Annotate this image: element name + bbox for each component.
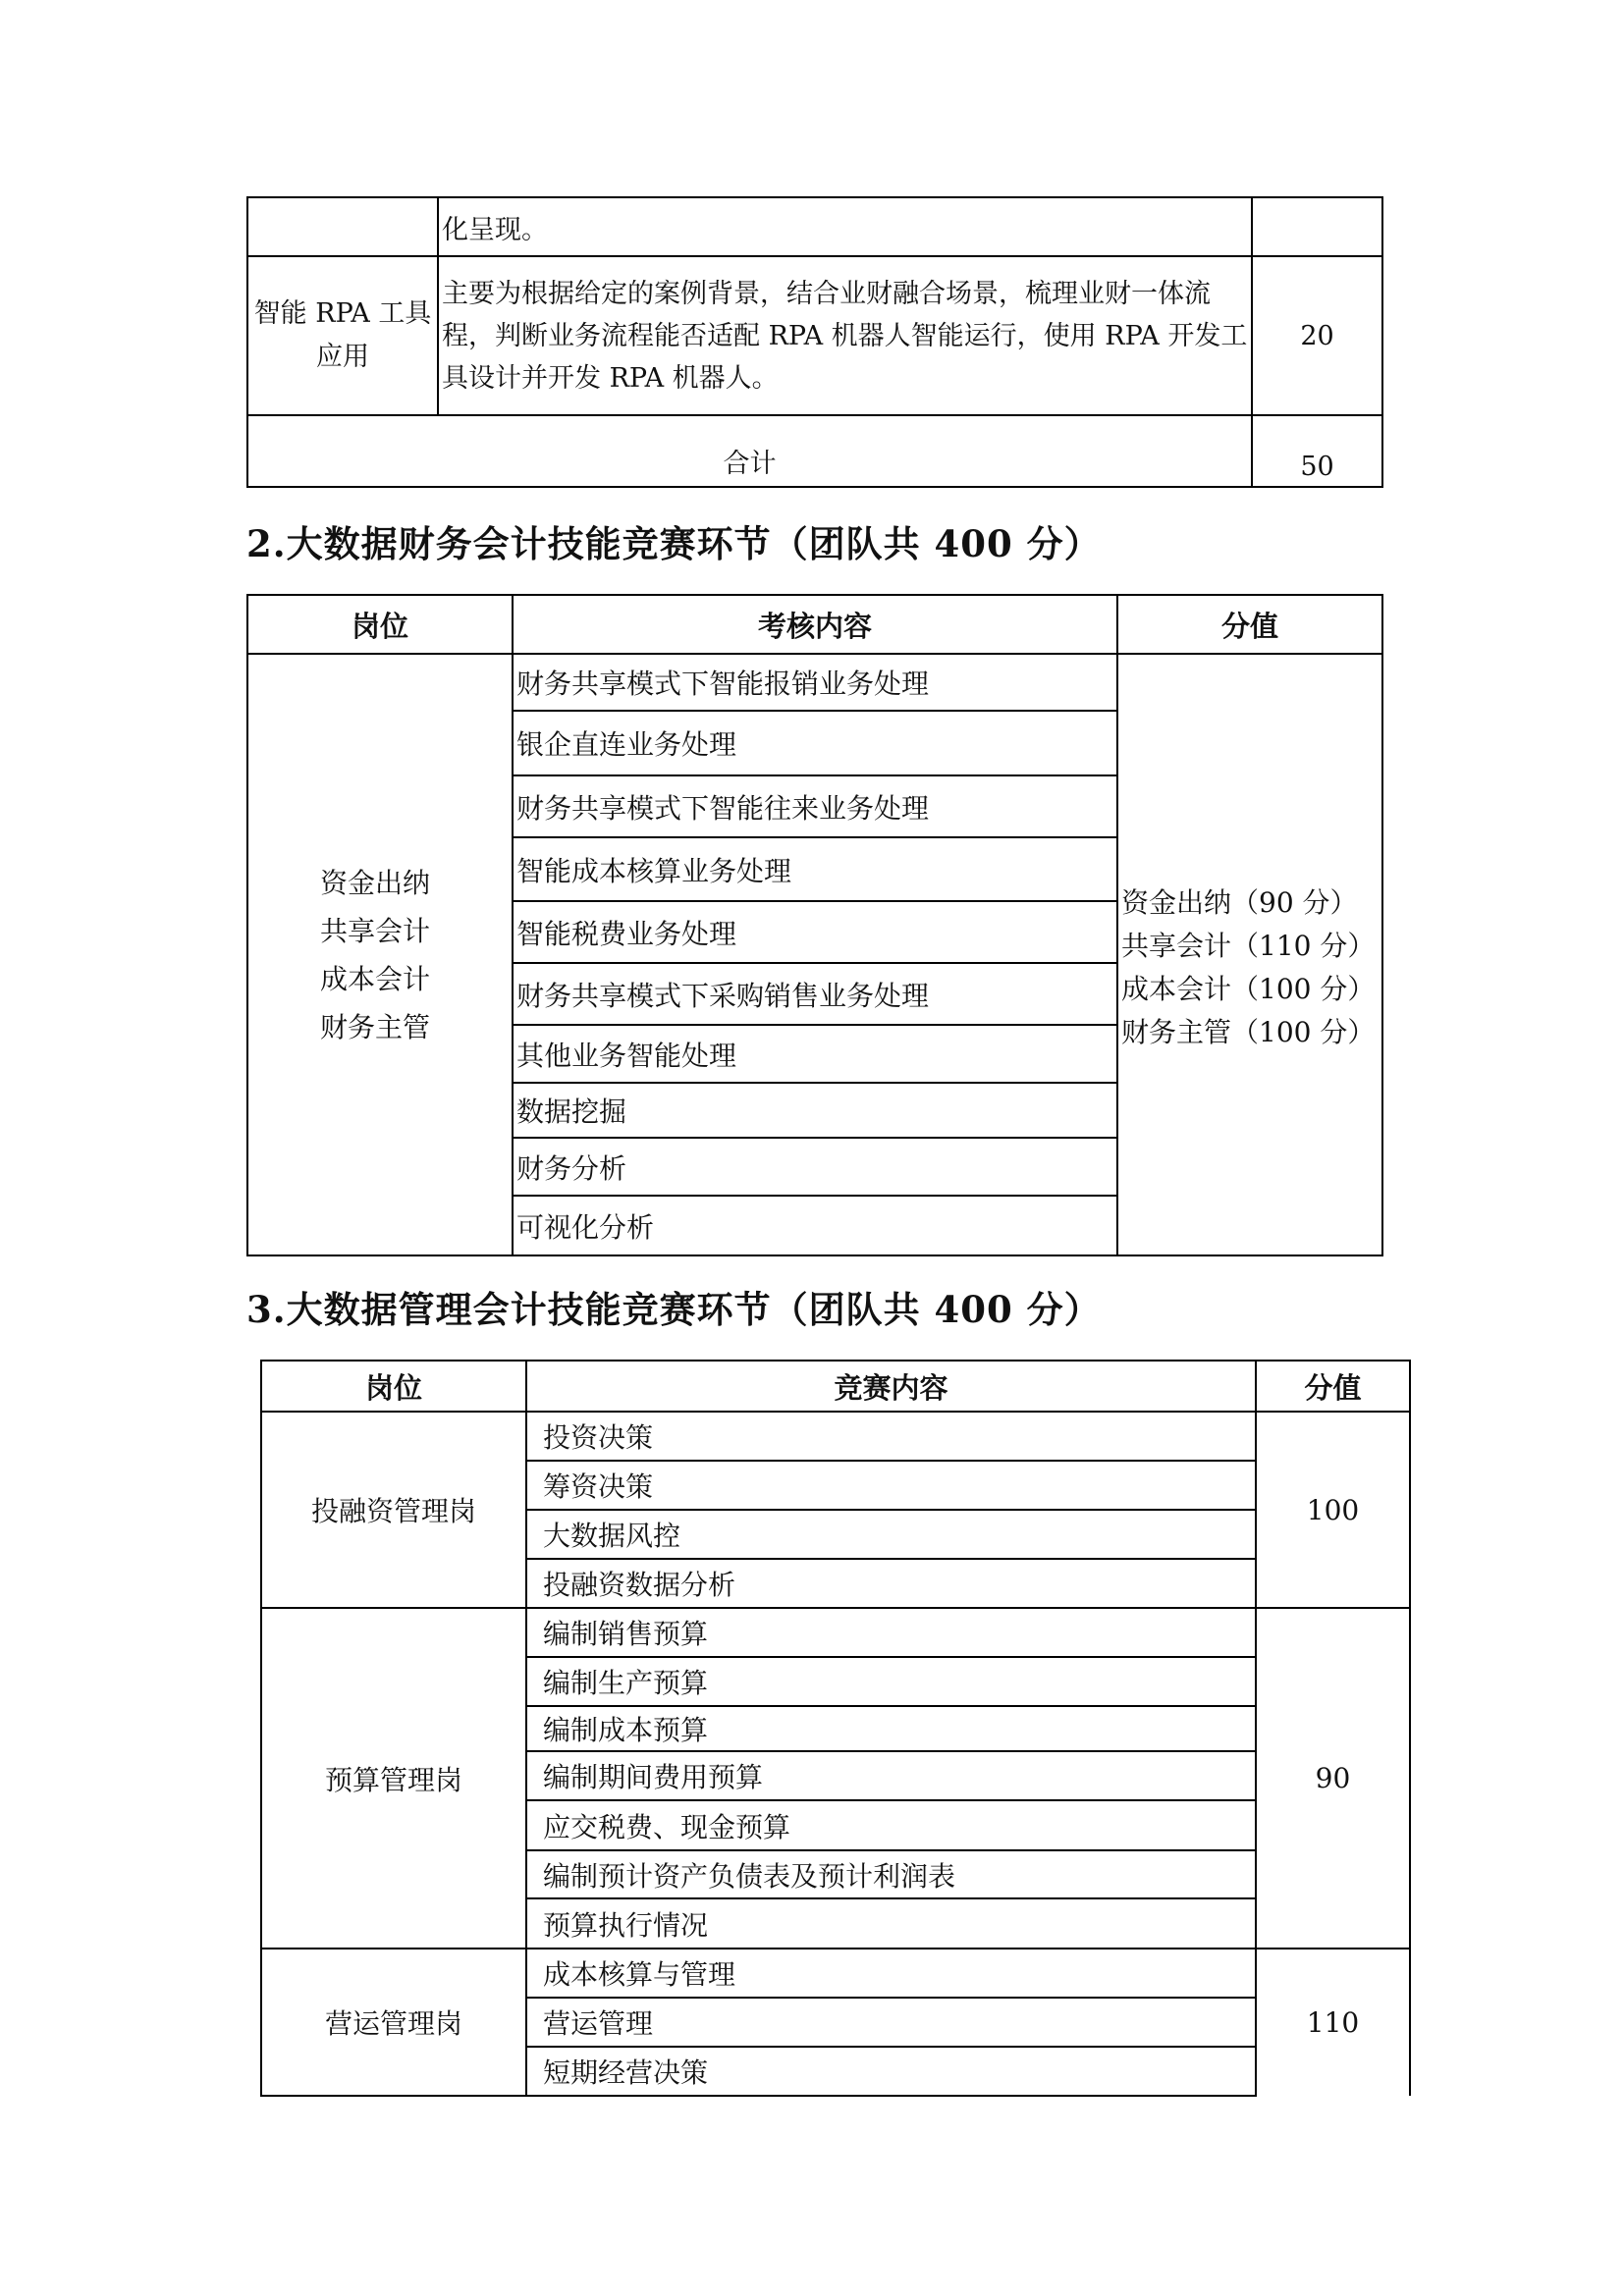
table-row bbox=[261, 1608, 1410, 1657]
content-cell: 大数据风控 bbox=[526, 1510, 1256, 1559]
header-content: 考核内容 bbox=[513, 595, 1117, 654]
content-cell: 编制成本预算 bbox=[526, 1706, 1256, 1751]
scoring-table-continued bbox=[246, 196, 1383, 488]
table-header-row bbox=[247, 595, 1382, 654]
score-cell: 100 bbox=[1256, 1412, 1410, 1608]
content-cell: 财务共享模式下智能往来业务处理 bbox=[513, 775, 1117, 837]
position-label: 资金出纳 bbox=[319, 866, 430, 899]
position-cell bbox=[247, 197, 438, 256]
score-cell: 20 bbox=[1252, 256, 1382, 415]
content-cell: 智能税费业务处理 bbox=[513, 901, 1117, 963]
management-accounting-table bbox=[260, 1360, 1411, 2097]
position-cell: 营运管理岗 bbox=[261, 1949, 526, 2096]
content-cell: 主要为根据给定的案例背景，结合业财融合场景，梳理业财一体流程，判断业务流程能否适配 RPA 机器人智能运行，使用 RPA 开发工具设计并开发 RPA 机器人。 bbox=[438, 256, 1252, 415]
section-heading: 2.大数据财务会计技能竞赛环节（团队共 400 分） bbox=[246, 522, 1102, 565]
content-cell: 可视化分析 bbox=[513, 1196, 1117, 1255]
content-cell: 成本核算与管理 bbox=[526, 1949, 1256, 1998]
total-label: 合计 bbox=[247, 415, 1252, 487]
content-cell: 银企直连业务处理 bbox=[513, 711, 1117, 775]
content-cell: 应交税费、现金预算 bbox=[526, 1800, 1256, 1850]
content-cell: 投融资数据分析 bbox=[526, 1559, 1256, 1608]
header-position: 岗位 bbox=[261, 1361, 526, 1412]
table-header-row bbox=[261, 1361, 1410, 1412]
total-score: 50 bbox=[1252, 415, 1382, 487]
header-score: 分值 bbox=[1256, 1361, 1410, 1412]
content-cell: 财务共享模式下智能报销业务处理 bbox=[513, 654, 1117, 711]
score-cell bbox=[1252, 197, 1382, 256]
content-cell: 筹资决策 bbox=[526, 1461, 1256, 1510]
position-label: 成本会计 bbox=[319, 962, 430, 995]
table-row bbox=[261, 1412, 1410, 1461]
score-label: 共享会计（110 分） bbox=[1121, 929, 1376, 962]
positions-cell bbox=[247, 654, 513, 1255]
total-row bbox=[247, 415, 1382, 487]
table-row bbox=[247, 654, 1382, 711]
content-cell: 预算执行情况 bbox=[526, 1898, 1256, 1949]
header-content: 竞赛内容 bbox=[526, 1361, 1256, 1412]
header-position: 岗位 bbox=[247, 595, 513, 654]
table-row bbox=[261, 1949, 1410, 1998]
position-label: 共享会计 bbox=[319, 914, 430, 947]
content-cell: 投资决策 bbox=[526, 1412, 1256, 1461]
financial-accounting-table bbox=[246, 594, 1383, 1256]
content-cell: 数据挖掘 bbox=[513, 1083, 1117, 1138]
content-cell: 编制期间费用预算 bbox=[526, 1751, 1256, 1800]
content-cell: 智能成本核算业务处理 bbox=[513, 837, 1117, 901]
scores-cell bbox=[1117, 654, 1382, 1255]
section-heading: 3.大数据管理会计技能竞赛环节（团队共 400 分） bbox=[246, 1288, 1102, 1331]
content-cell: 编制销售预算 bbox=[526, 1608, 1256, 1657]
score-label: 资金出纳（90 分） bbox=[1121, 885, 1358, 919]
score-cell: 110 bbox=[1256, 1949, 1410, 2096]
content-cell: 营运管理 bbox=[526, 1998, 1256, 2047]
content-cell: 编制生产预算 bbox=[526, 1657, 1256, 1706]
content-cell: 短期经营决策 bbox=[526, 2047, 1256, 2096]
table-row bbox=[247, 256, 1382, 415]
score-label: 财务主管（100 分） bbox=[1121, 1015, 1376, 1048]
content-cell: 财务共享模式下采购销售业务处理 bbox=[513, 963, 1117, 1025]
position-cell: 智能 RPA 工具应用 bbox=[247, 256, 438, 415]
content-cell: 化呈现。 bbox=[438, 197, 1252, 256]
content-cell: 编制预计资产负债表及预计利润表 bbox=[526, 1850, 1256, 1898]
score-label: 成本会计（100 分） bbox=[1121, 972, 1376, 1005]
header-score: 分值 bbox=[1117, 595, 1382, 654]
position-cell: 预算管理岗 bbox=[261, 1608, 526, 1949]
position-cell: 投融资管理岗 bbox=[261, 1412, 526, 1608]
content-cell: 其他业务智能处理 bbox=[513, 1025, 1117, 1083]
content-cell: 财务分析 bbox=[513, 1138, 1117, 1196]
position-label: 财务主管 bbox=[319, 1010, 430, 1043]
table-row bbox=[247, 197, 1382, 256]
score-cell: 90 bbox=[1256, 1608, 1410, 1949]
